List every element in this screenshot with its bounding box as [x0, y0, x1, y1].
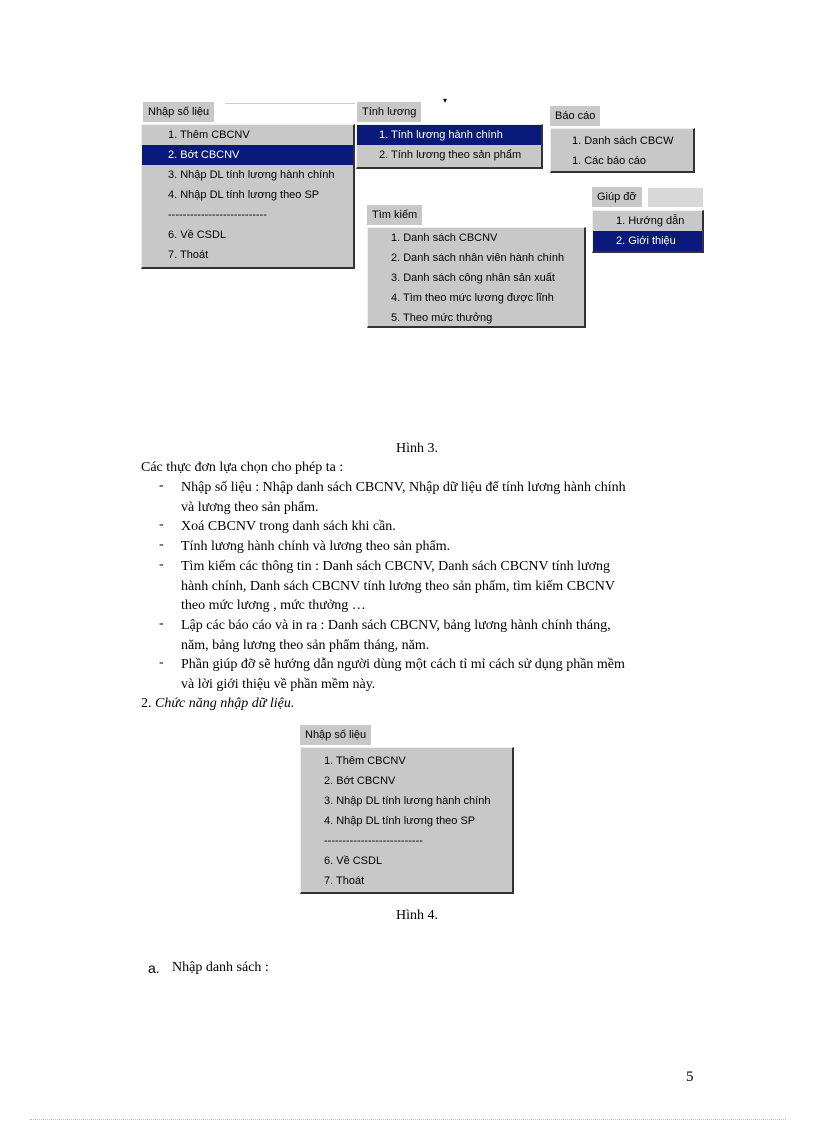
menu-item[interactable]: 1. Hướng dẫn: [616, 215, 685, 227]
menu-item[interactable]: 6. Về CSDL: [324, 855, 383, 867]
menu-item[interactable]: 6. Về CSDL: [168, 229, 227, 241]
menu-item[interactable]: 7. Thoát: [168, 249, 209, 261]
sub-heading: Nhập danh sách :: [172, 960, 269, 975]
bullet-text-line: Xoá CBCNV trong danh sách khi cần.: [181, 519, 396, 535]
menu-item[interactable]: 1. Thêm CBCNV: [168, 129, 250, 141]
bullet-text-line: Lập các báo cáo và in ra : Danh sách CBCNV, bảng lương hành chính tháng,: [181, 617, 611, 633]
menu-item[interactable]: 1. Các báo cáo: [572, 155, 646, 167]
menu-tim-kiem-dropdown: [367, 227, 586, 328]
menu-item[interactable]: 2. Tính lương theo sản phẩm: [379, 149, 522, 161]
menu-separator: ---------------------------: [168, 209, 267, 221]
menu-separator: ---------------------------: [324, 835, 423, 847]
intro-text: Các thực đơn lựa chọn cho phép ta :: [141, 460, 344, 475]
bullet-text-line: và lương theo sản phẩm.: [181, 499, 319, 515]
menu-bao-cao-title[interactable]: Báo cáo: [550, 106, 600, 126]
bullet-dash: -: [159, 655, 164, 671]
figure-3-caption: Hình 3.: [396, 441, 438, 456]
bullet-text-line: theo mức lương , mức thưởng …: [181, 598, 366, 614]
bullet-text-line: Nhập số liệu : Nhập danh sách CBCNV, Nhập dữ liệu để tính lương hành chính: [181, 480, 626, 495]
menu-item[interactable]: 3. Nhập DL tính lương hành chính: [324, 795, 491, 807]
menu-nhap-so-lieu-title[interactable]: Nhập số liệu: [143, 102, 214, 122]
menu-giup-do-title[interactable]: Giúp đỡ: [592, 187, 642, 207]
bullet-dash: -: [159, 556, 164, 572]
menu-tinh-luong-title[interactable]: Tính lương: [357, 102, 421, 122]
bullet-dash: -: [159, 478, 164, 493]
menu-tim-kiem-title[interactable]: Tìm kiếm: [367, 205, 422, 225]
menu-item[interactable]: 5. Theo mức thưởng: [391, 312, 493, 324]
menu-nhap-so-lieu-dropdown: [141, 124, 355, 269]
menu-nhap-so-lieu-title-fig4[interactable]: Nhập số liệu: [300, 725, 371, 745]
menu-tinh-luong-dropdown: [356, 124, 543, 169]
menu-nhap-so-lieu-dropdown-fig4: [300, 747, 514, 894]
page-footer-divider: [30, 1119, 786, 1120]
bullet-dash: -: [159, 517, 164, 533]
section-title: Chức năng nhập dữ liệu.: [155, 696, 295, 711]
section-heading: [141, 694, 294, 713]
menu-bao-cao-dropdown: [550, 128, 695, 173]
menu-item[interactable]: 7. Thoát: [324, 875, 365, 887]
section-number: 2.: [141, 696, 152, 711]
cursor-mark: ▾: [443, 96, 448, 105]
menu-item[interactable]: 1. Tính lương hành chính: [357, 125, 541, 145]
menu-item[interactable]: 2. Giới thiệu: [593, 231, 702, 251]
menu-item[interactable]: 2. Bớt CBCNV: [142, 145, 353, 165]
menu-item[interactable]: 1. Danh sách CBCNV: [391, 232, 498, 244]
bullet-text-line: Tìm kiếm các thông tin : Danh sách CBCNV, Danh sách CBCNV tính lương: [181, 558, 610, 574]
menu-item[interactable]: 1. Thêm CBCNV: [324, 755, 406, 767]
menu-item[interactable]: 4. Nhập DL tính lương theo SP: [324, 815, 476, 827]
bullet-text-line: Phần giúp đỡ sẽ hướng dẫn người dùng một cách tỉ mỉ cách sử dụng phần mềm: [181, 657, 625, 673]
page-number: 5: [686, 1069, 694, 1085]
bullet-text-line: và lời giới thiệu về phần mềm này.: [181, 677, 376, 692]
figure-4-caption: Hình 4.: [396, 908, 438, 923]
menu-item[interactable]: 4. Nhập DL tính lương theo SP: [168, 189, 320, 201]
sub-label: a.: [148, 960, 160, 976]
bullet-text-line: Tính lương hành chính và lương theo sản phẩm.: [181, 539, 451, 555]
bullet-dash: -: [159, 537, 164, 553]
menu-giup-do-dropdown: [592, 210, 704, 253]
menu-item[interactable]: 1. Danh sách CBCW: [572, 135, 674, 147]
bullet-text-line: năm, bảng lương theo sản phẩm tháng, năm.: [181, 637, 430, 653]
menu-bar-blank: [225, 103, 355, 123]
bullet-text-line: hành chính, Danh sách CBCNV tính lương theo sản phẩm, tìm kiếm CBCNV: [181, 578, 615, 594]
bullet-dash: -: [159, 615, 164, 631]
menu-item[interactable]: 4. Tìm theo mức lương được lĩnh: [391, 292, 554, 304]
menu-bar-blank: [648, 188, 703, 207]
menu-item[interactable]: 3. Nhập DL tính lương hành chính: [168, 169, 335, 181]
menu-item[interactable]: 2. Danh sách nhân viên hành chính: [391, 252, 565, 264]
menu-item[interactable]: 2. Bớt CBCNV: [324, 775, 396, 787]
menu-item[interactable]: 3. Danh sách công nhân sản xuất: [391, 272, 555, 284]
